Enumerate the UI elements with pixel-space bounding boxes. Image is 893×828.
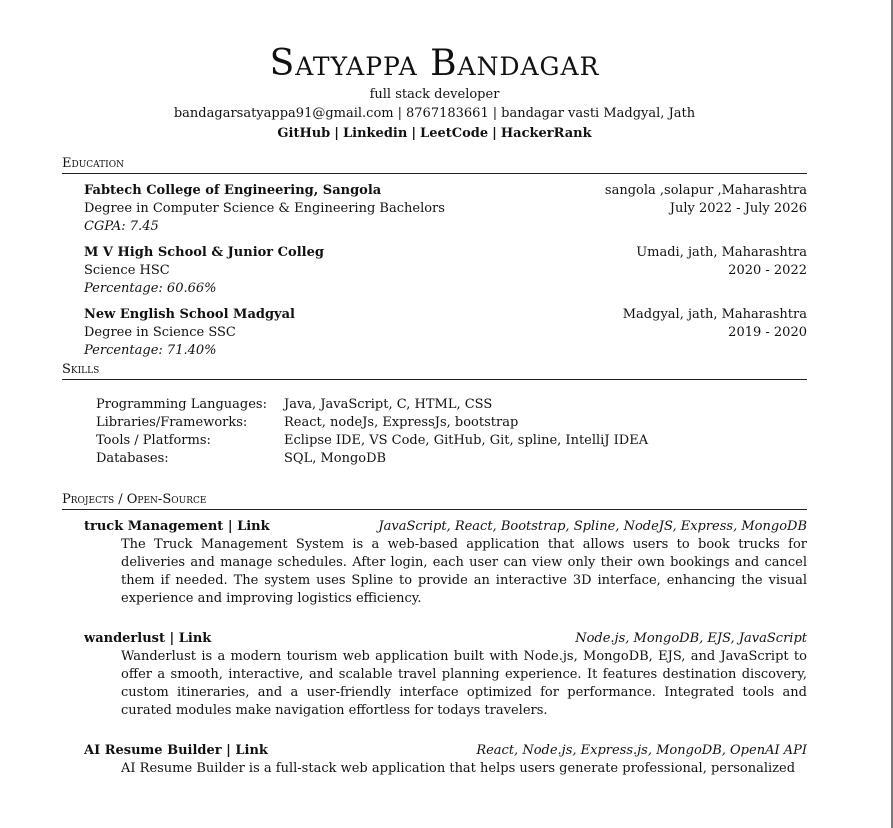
contact-line: bandagarsatyappa91@gmail.com | 8767183661 | bandagar vasti Madgyal, Jath [173, 106, 696, 121]
skill-row [96, 396, 648, 414]
degree: Science HSC [84, 263, 170, 278]
skill-values: React, nodeJs, ExpressJs, bootstrap [284, 415, 519, 430]
leetcode-link[interactable]: LeetCode [420, 126, 489, 141]
dates: 2019 - 2020 [728, 325, 807, 340]
skill-row [96, 432, 648, 450]
skill-category: Databases: [96, 451, 169, 466]
skills-heading: Skills [62, 362, 807, 380]
school-location: sangola ,solapur ,Maharashtra [604, 183, 807, 198]
candidate-role: full stack developer [369, 87, 500, 102]
address: bandagar vasti Madgyal, Jath [501, 106, 696, 121]
school-name: Fabtech College of Engineering, Sangola [84, 183, 382, 198]
project-tech: JavaScript, React, Bootstrap, Spline, NodeJS, Express, MongoDB [378, 519, 807, 534]
degree: Degree in Computer Science & Engineering Bachelors [84, 201, 445, 216]
candidate-name: Satyappa Bandagar [269, 43, 600, 84]
school-location: Umadi, jath, Maharashtra [636, 245, 807, 260]
school-name: New English School Madgyal [84, 307, 295, 322]
project-description: AI Resume Builder is a full-stack web application that helps users generate professional, personalized [121, 761, 796, 776]
education-list [84, 182, 807, 360]
education-entry [84, 244, 807, 298]
education-entry [84, 182, 807, 236]
dates: 2020 - 2022 [728, 263, 807, 278]
project-tech: React, Node.js, Express.js, MongoDB, OpenAI API [476, 743, 807, 758]
skill-category: Programming Languages: [96, 397, 267, 412]
dates: July 2022 - July 2026 [669, 201, 807, 216]
score: Percentage: 71.40% [84, 343, 217, 358]
project-name: wanderlust [84, 631, 165, 646]
skill-row [96, 450, 648, 468]
project-tech: Node.js, MongoDB, EJS, JavaScript [575, 631, 807, 646]
linkedin-link[interactable]: Linkedin [343, 126, 408, 141]
school-name: M V High School & Junior Colleg [84, 245, 324, 260]
project-description: The Truck Management System is a web-based application that allows users to book trucks for deliveries and manage schedules. After login, each user can view only their own bookings and cancel them if needed. The system uses Spline to provide an interactive 3D interface, enhancing the visual experience and improving logistics efficiency. [121, 537, 807, 606]
profile-links: GitHub | Linkedin | LeetCode | HackerRank [277, 126, 592, 141]
school-location: Madgyal, jath, Maharashtra [622, 307, 807, 322]
skill-category: Libraries/Frameworks: [96, 415, 248, 430]
project-link[interactable]: Link [235, 743, 268, 758]
github-link[interactable]: GitHub [277, 126, 331, 141]
education-heading: Education [62, 156, 807, 174]
skill-row [96, 414, 648, 432]
education-entry [84, 306, 807, 360]
project-item: AI Resume Builder | Link React, Node.js, Express.js, MongoDB, OpenAI API AI Resume Builder is a full-stack web application that helps users generate professional, personalized [84, 743, 807, 776]
skill-values: SQL, MongoDB [284, 451, 387, 466]
projects-list [84, 518, 807, 778]
degree: Degree in Science SSC [84, 325, 236, 340]
resume-header [62, 40, 807, 144]
skill-category: Tools / Platforms: [96, 433, 211, 448]
project-link[interactable]: Link [237, 519, 270, 534]
project-item: truck Management | Link JavaScript, React, Bootstrap, Spline, NodeJS, Express, MongoDB The Truck Management System is a web-based application that allows users to book trucks for deliveries and manage schedules. After login, each user can view only their own bookings and cancel them if needed. The system uses Spline to provide an interactive 3D interface, enhancing the visual experience and improving logistics efficiency. [84, 519, 807, 606]
hackerrank-link[interactable]: HackerRank [500, 126, 592, 141]
resume-page [62, 40, 807, 800]
projects-heading: Projects / Open-Source [62, 492, 807, 510]
project-name: truck Management [84, 519, 224, 534]
phone-number: 8767183661 [406, 106, 489, 121]
email-link[interactable]: bandagarsatyappa91@gmail.com [173, 106, 394, 121]
score: CGPA: 7.45 [84, 219, 159, 234]
score: Percentage: 60.66% [84, 281, 217, 296]
project-link[interactable]: Link [178, 631, 212, 646]
skill-values: Eclipse IDE, VS Code, GitHub, Git, spline, IntelliJ IDEA [284, 433, 649, 448]
project-description: Wanderlust is a modern tourism web application built with Node.js, MongoDB, EJS, and JavaScript to offer a smooth, interactive, and scalable travel planning experience. It features destination discovery, custom itineraries, and a user-friendly interface optimized for performance. Integrated tools and curated modules make navigation effortless for todays travelers. [121, 649, 807, 718]
skill-values: Java, JavaScript, C, HTML, CSS [284, 397, 493, 412]
project-item: wanderlust | Link Node.js, MongoDB, EJS, JavaScript Wanderlust is a modern tourism web application built with Node.js, MongoDB, EJS, and JavaScript to offer a smooth, interactive, and scalable travel planning experience. It features destination discovery, custom itineraries, and a user-friendly interface optimized for performance. Integrated tools and curated modules make navigation effortless for todays travelers. [84, 631, 807, 718]
project-name: AI Resume Builder [84, 743, 222, 758]
skills-table [96, 396, 807, 468]
